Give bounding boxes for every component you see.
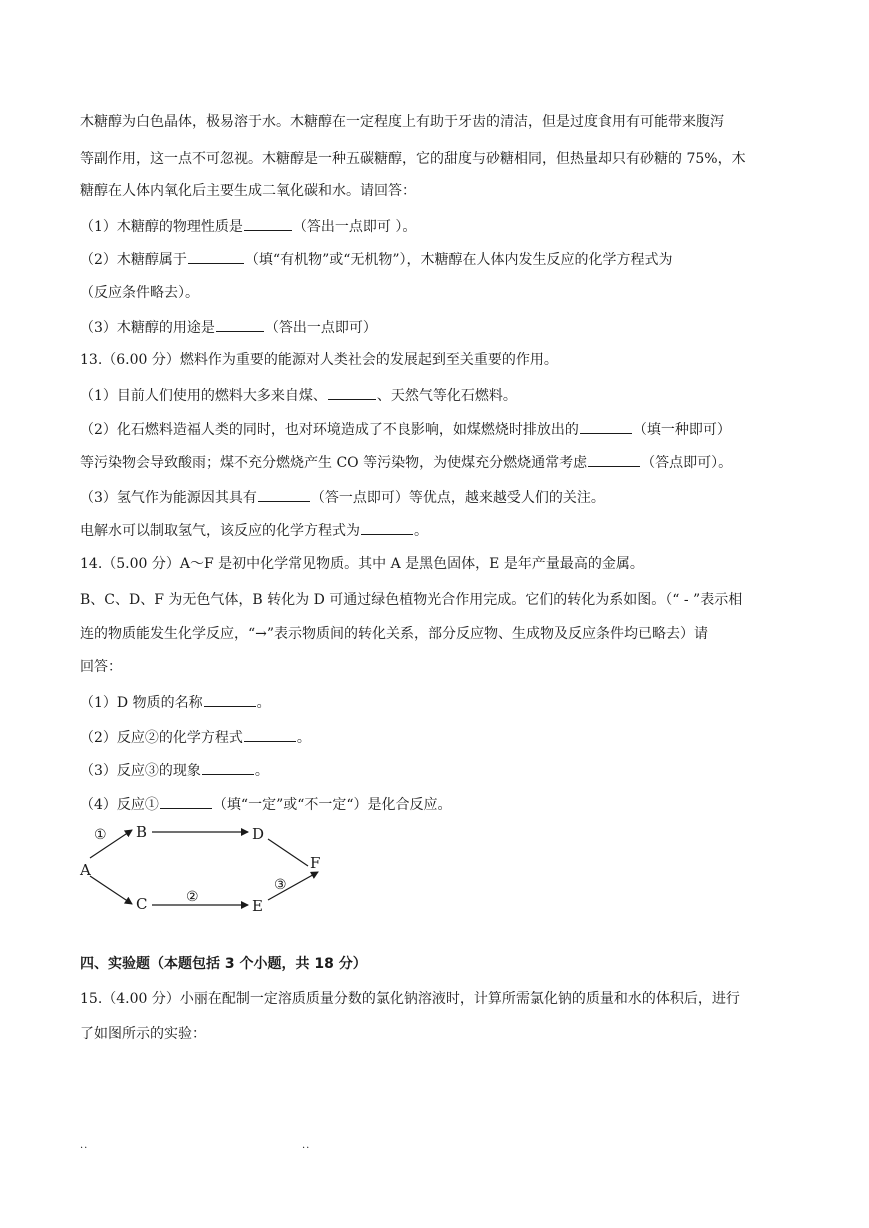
link-d-f <box>268 839 308 866</box>
footer-dots-right: .. <box>302 1140 311 1151</box>
q13-part-2-cont: 等污染物会导致酸雨；煤不充分燃烧产生 CO 等污染物，为使煤充分燃烧通常考虑 （答点即可）。 <box>80 452 732 473</box>
q14-line-3: 连的物质能发生化学反应，“→”表示物质间的转化关系，部分反应物、生成物及反应条件均已略去）请 <box>80 626 709 642</box>
answer-blank[interactable] <box>580 419 632 434</box>
footer-dots-left: .. <box>80 1140 89 1151</box>
answer-blank[interactable] <box>244 727 296 742</box>
q14-part-1: （1）D 物质的名称 。 <box>80 692 271 713</box>
q13-part-1: （1）目前人们使用的燃料大多来自煤、 、天然气等化石燃料。 <box>80 385 517 406</box>
answer-blank[interactable] <box>361 520 413 535</box>
answer-blank[interactable] <box>216 317 264 332</box>
q12-part-2: （2）木糖醇属于 （填“有机物”或“无机物”），木糖醇在人体内发生反应的化学方程式为 <box>80 249 673 270</box>
arrow-a-to-c <box>90 876 132 904</box>
node-e: E <box>252 897 263 915</box>
q13-part-2: （2）化石燃料造福人类的同时，也对环境造成了不良影响，如煤燃烧时排放出的 （填一种即可） <box>80 419 731 440</box>
q12-part-3: （3）木糖醇的用途是 （答出一点即可） <box>80 317 377 338</box>
q14-part-2: （2）反应②的化学方程式 。 <box>80 727 311 748</box>
section-4-title: 四、实验题（本题包括 3 个小题，共 18 分） <box>80 956 367 972</box>
answer-blank[interactable] <box>258 487 310 502</box>
answer-blank[interactable] <box>160 794 212 809</box>
q13-heading: 13.（6.00 分）燃料作为重要的能源对人类社会的发展起到至关重要的作用。 <box>80 352 558 368</box>
q13-part-4: 电解水可以制取氢气，该反应的化学方程式为 。 <box>80 520 428 541</box>
intro-line-3: 糖醇在人体内氧化后主要生成二氧化碳和水。请回答： <box>80 183 416 199</box>
reaction-mark-1: ① <box>94 827 107 843</box>
q13-part-3: （3）氢气作为能源因其具有 （答一点即可）等优点，越来越受人们的关注。 <box>80 487 605 508</box>
q14-line-4: 回答： <box>80 659 122 675</box>
node-a: A <box>80 861 91 879</box>
answer-blank[interactable] <box>188 249 244 264</box>
q12-part-2-cont: （反应条件略去）。 <box>80 285 199 301</box>
node-b: B <box>136 823 148 841</box>
intro-line-1: 木糖醇为白色晶体，极易溶于水。木糖醇在一定程度上有助于牙齿的清洁，但是过度食用有可能带来腹泻 <box>80 114 724 130</box>
answer-blank[interactable] <box>328 385 376 400</box>
reaction-mark-2: ② <box>186 889 199 905</box>
q12-part-1: （1）木糖醇的物理性质是 （答出一点即可 ）。 <box>80 216 416 237</box>
reaction-mark-3: ③ <box>274 877 287 893</box>
q14-heading: 14.（5.00 分）A～F 是初中化学常见物质。其中 A 是黑色固体，E 是年产量最高的金属。 <box>80 556 644 572</box>
answer-blank[interactable] <box>202 760 254 775</box>
q14-part-3: （3）反应③的现象 。 <box>80 760 269 781</box>
q14-part-4: （4）反应① （填“一定”或“不一定“）是化合反应。 <box>80 794 452 815</box>
intro-line-2: 等副作用，这一点不可忽视。木糖醇是一种五碳糖醇，它的甜度与砂糖相同，但热量却只有砂糖的 75%，木 <box>80 151 746 167</box>
node-d: D <box>252 825 265 843</box>
q15-line-1: 15.（4.00 分）小丽在配制一定溶质质量分数的氯化钠溶液时，计算所需氯化钠的质量和水的体积后，进行 <box>80 991 740 1007</box>
reaction-diagram <box>78 820 338 920</box>
answer-blank[interactable] <box>588 452 640 467</box>
node-c: C <box>136 895 148 913</box>
answer-blank[interactable] <box>244 216 292 231</box>
q15-line-2: 了如图所示的实验： <box>80 1026 206 1042</box>
q14-line-2: B、C、D、F 为无色气体，B 转化为 D 可通过绿色植物光合作用完成。它们的转化为系如图。（“ - ”表示相 <box>80 592 743 608</box>
answer-blank[interactable] <box>204 692 256 707</box>
node-f: F <box>310 854 321 872</box>
